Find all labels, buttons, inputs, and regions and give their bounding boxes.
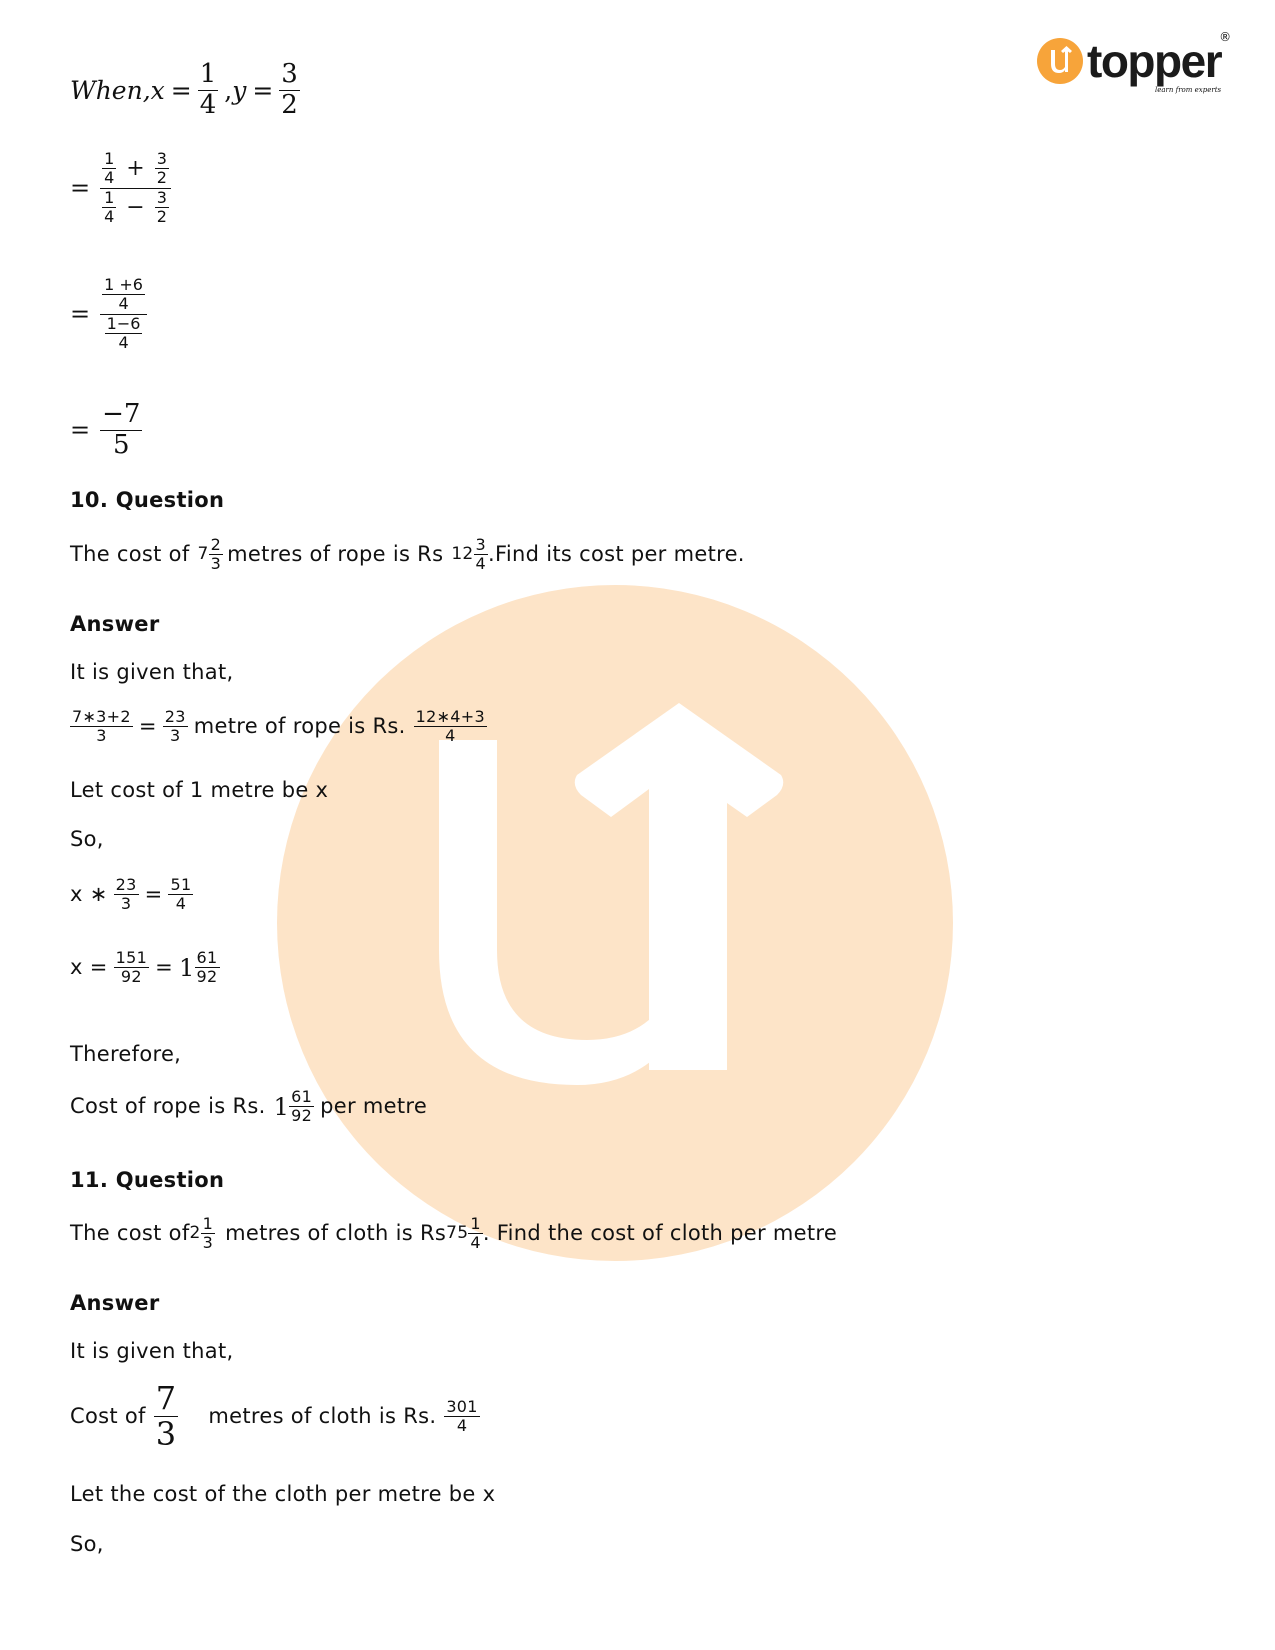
y-var: y	[232, 75, 247, 105]
numerator: 12∗4+3	[415, 707, 485, 726]
fraction	[468, 1215, 482, 1253]
let-text: Let the cost of the cloth per metre be x	[70, 1482, 496, 1506]
denominator: 92	[120, 967, 142, 987]
small-fraction	[155, 150, 169, 188]
equals: =	[70, 174, 91, 203]
q10-equation-1	[70, 876, 193, 914]
numerator: 3	[156, 187, 167, 207]
math-step-1	[70, 150, 171, 227]
denominator: 3	[210, 554, 222, 574]
whole-number: 1	[273, 1092, 290, 1121]
fraction	[474, 536, 488, 574]
denominator: 4	[104, 168, 115, 188]
numerator: 301	[446, 1396, 478, 1416]
denominator: 4	[118, 294, 129, 314]
text: metres of cloth is Rs	[225, 1221, 447, 1246]
fraction	[201, 1215, 215, 1253]
denominator: 4	[118, 333, 129, 353]
equals: =	[252, 75, 274, 105]
denominator: 3	[170, 726, 181, 746]
denominator: 4	[475, 554, 487, 574]
numerator: 61	[196, 948, 218, 967]
plus-sign: +	[126, 156, 145, 182]
denominator: 2	[156, 207, 167, 227]
small-fraction	[102, 189, 116, 227]
whole-number: 12	[451, 544, 474, 565]
whole-number: 75	[446, 1223, 469, 1244]
so-text: So,	[70, 827, 104, 851]
whole-number: 1	[178, 953, 195, 982]
compound-fraction	[100, 276, 147, 353]
question-10-text	[70, 536, 745, 574]
fraction	[114, 949, 149, 987]
small-fraction	[105, 315, 143, 353]
numerator: 1	[199, 59, 217, 89]
numerator: 23	[164, 707, 186, 726]
fraction	[70, 708, 133, 746]
answer-10-label: Answer	[70, 612, 160, 636]
denominator: 4	[445, 726, 456, 746]
topper-logo-icon	[1037, 38, 1083, 84]
small-fraction	[102, 276, 145, 314]
let-text: Let cost of 1 metre be x	[70, 778, 329, 802]
numerator: −7	[102, 399, 141, 429]
therefore-text: Therefore,	[70, 1042, 182, 1066]
fraction	[114, 876, 139, 914]
denominator: 92	[196, 967, 218, 987]
q10-conclusion	[70, 1088, 427, 1126]
denominator: 3	[120, 894, 132, 914]
fraction	[163, 708, 188, 746]
numerator: 61	[291, 1087, 313, 1106]
denominator: 2	[281, 89, 298, 120]
text: The cost of	[70, 542, 190, 567]
x-fraction	[198, 60, 219, 121]
logo-text: topper	[1087, 35, 1222, 87]
q11-line-1	[70, 1381, 480, 1452]
compound-fraction	[100, 150, 171, 227]
numerator: 3	[281, 59, 298, 89]
denominator: 2	[156, 168, 167, 188]
equals: =	[170, 75, 192, 105]
answer-11-label: Answer	[70, 1291, 160, 1315]
fraction	[414, 708, 487, 746]
y-fraction	[279, 60, 300, 121]
denominator: 4	[175, 894, 187, 914]
equals: =	[144, 882, 163, 907]
numerator: 1 +6	[104, 275, 143, 294]
text: metre of rope is Rs.	[193, 714, 406, 739]
numerator: 2	[210, 535, 222, 554]
numerator: 151	[115, 948, 148, 967]
fraction	[168, 876, 193, 914]
equals: =	[70, 300, 91, 329]
text: Cost of	[70, 1404, 146, 1429]
when-line	[70, 60, 300, 121]
numerator: 1	[104, 187, 115, 207]
denominator: 92	[291, 1106, 313, 1126]
result-fraction	[100, 400, 142, 461]
given-text: It is given that,	[70, 1339, 234, 1363]
whole-number: 7	[197, 544, 209, 565]
whole-number: 2	[189, 1223, 201, 1244]
question-11-heading: 11. Question	[70, 1168, 225, 1192]
equals: =	[70, 416, 91, 445]
denominator: 3	[96, 726, 107, 746]
small-fraction	[102, 150, 116, 188]
math-step-3	[70, 400, 142, 461]
x-var: x	[150, 75, 165, 105]
numerator: 1	[104, 149, 115, 168]
numerator: 7∗3+2	[72, 707, 131, 726]
text: x =	[70, 955, 108, 980]
text: The cost of	[70, 1221, 190, 1246]
denominator: 4	[199, 89, 217, 120]
so-text: So,	[70, 1532, 104, 1556]
numerator: 23	[115, 875, 137, 894]
minus-sign: −	[126, 195, 145, 221]
small-fraction	[155, 189, 169, 227]
denominator: 3	[155, 1415, 177, 1454]
topper-logo	[1037, 30, 1232, 94]
text: metres of cloth is Rs.	[208, 1404, 437, 1429]
equals: =	[138, 714, 157, 739]
denominator: 4	[456, 1416, 468, 1436]
logo-tagline: learn from experts	[1154, 86, 1222, 94]
fraction	[289, 1088, 314, 1126]
numerator: 7	[155, 1379, 177, 1417]
text: . Find the cost of cloth per metre	[482, 1221, 838, 1246]
numerator: 1−6	[106, 313, 141, 333]
text: Cost of rope is Rs.	[70, 1094, 266, 1119]
numerator: 3	[475, 535, 487, 554]
text: .Find its cost per metre.	[488, 542, 745, 567]
fraction	[154, 1381, 179, 1452]
numerator: 3	[156, 149, 167, 168]
q10-equation-2	[70, 949, 220, 987]
denominator: 4	[470, 1233, 481, 1253]
fraction	[444, 1398, 479, 1436]
denominator: 4	[104, 207, 115, 227]
when-label: When,	[70, 75, 151, 105]
text: per metre	[320, 1094, 428, 1119]
watermark-logo	[277, 585, 953, 1261]
given-text: It is given that,	[70, 660, 234, 684]
question-11-text	[70, 1215, 837, 1253]
denominator: 3	[202, 1233, 214, 1253]
numerator: 1	[202, 1214, 214, 1233]
math-step-2	[70, 276, 147, 353]
fraction	[195, 949, 220, 987]
fraction	[209, 536, 223, 574]
registered-mark: ®	[1219, 30, 1232, 44]
text: metres of rope is Rs	[227, 542, 444, 567]
comma: ,	[224, 75, 233, 105]
equals: =	[155, 955, 173, 980]
numerator: 1	[470, 1214, 481, 1233]
denominator: 5	[113, 429, 130, 460]
q10-line-1	[70, 708, 487, 746]
numerator: 51	[170, 875, 192, 894]
question-10-heading: 10. Question	[70, 488, 225, 512]
text: x ∗	[70, 882, 108, 907]
